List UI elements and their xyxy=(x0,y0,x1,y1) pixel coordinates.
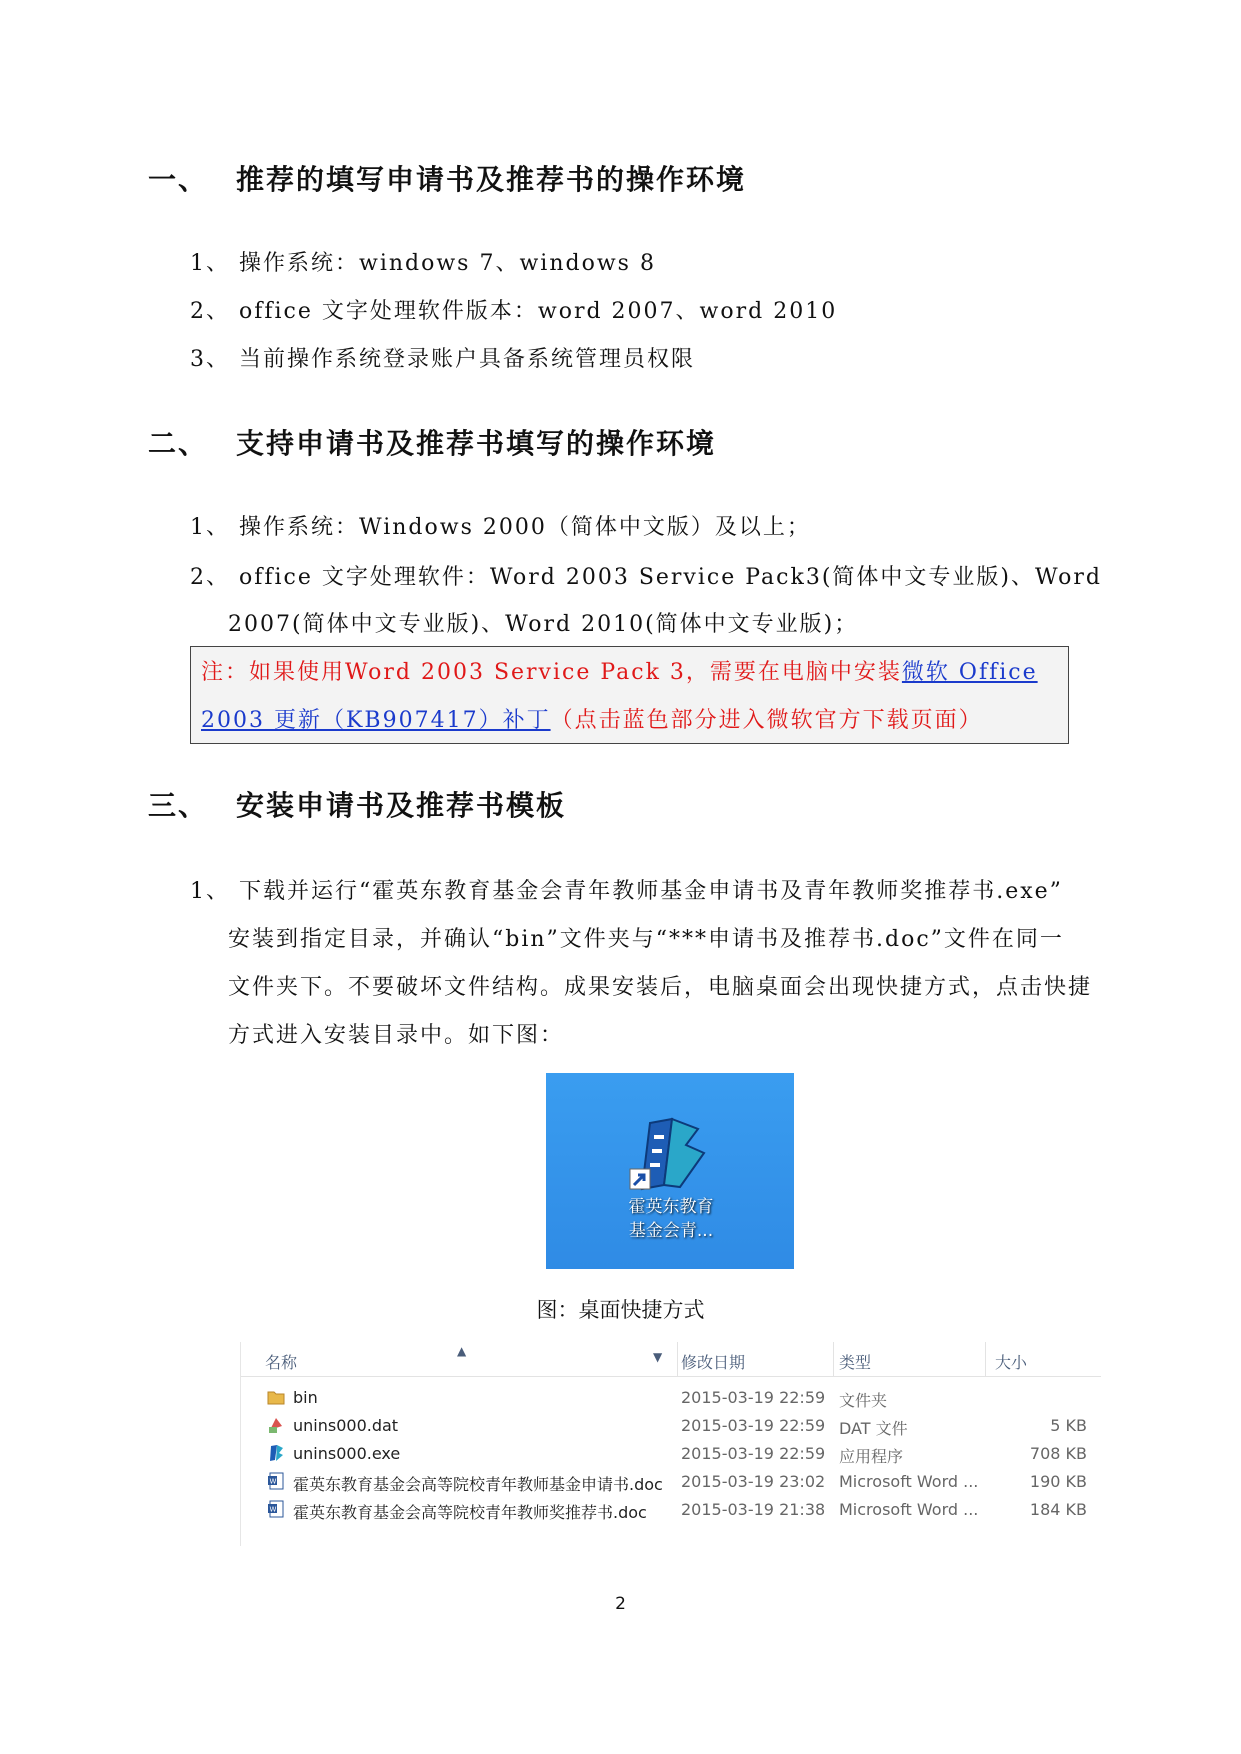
kb907417-link-part2[interactable]: 2003 更新（KB907417）补丁 xyxy=(201,708,551,733)
file-row-unins-dat[interactable] xyxy=(241,1412,1101,1440)
section2-number: 二、 xyxy=(148,427,209,460)
file-name: unins000.exe xyxy=(293,1444,401,1463)
file-date: 2015-03-19 23:02 xyxy=(681,1472,826,1491)
file-type: Microsoft Word ... xyxy=(839,1472,979,1491)
section2-item-2-line2: 2007(简体中文专业版)、Word 2010(简体中文专业版)； xyxy=(228,612,859,637)
exe-file-icon xyxy=(267,1444,285,1462)
column-header-row xyxy=(241,1342,1101,1377)
dat-file-icon xyxy=(267,1416,285,1434)
chevron-down-icon[interactable]: ▼ xyxy=(653,1350,663,1364)
section1-item-2: 2、 office 文字处理软件版本：word 2007、word 2010 xyxy=(190,299,838,324)
file-type: 文件夹 xyxy=(839,1391,888,1410)
section3-para-line1: 1、 下载并运行“霍英东教育基金会青年教师基金申请书及青年教师奖推荐书.exe” xyxy=(190,879,1063,904)
section3-para-line3: 文件夹下。不要破坏文件结构。成果安装后，电脑桌面会出现快捷方式，点击快捷 xyxy=(228,975,1093,1000)
column-divider xyxy=(677,1342,678,1376)
file-type: DAT 文件 xyxy=(839,1419,908,1438)
file-size: 190 KB xyxy=(1029,1472,1087,1491)
shortcut-app-icon[interactable] xyxy=(628,1115,714,1195)
svg-text:W: W xyxy=(269,1477,277,1486)
section1-item-1: 1、 操作系统：windows 7、windows 8 xyxy=(190,251,656,276)
shortcut-label-line2: 基金会青... xyxy=(628,1221,714,1241)
column-size-header[interactable]: 大小 xyxy=(995,1353,1028,1372)
desktop-screenshot xyxy=(546,1073,794,1269)
note-line2 xyxy=(201,703,983,734)
file-date: 2015-03-19 22:59 xyxy=(681,1444,826,1463)
word-doc-icon xyxy=(267,1500,285,1518)
file-name: 霍英东教育基金会高等院校青年教师基金申请书.doc xyxy=(293,1475,663,1494)
section2-item-1: 1、 操作系统：Windows 2000（简体中文版）及以上； xyxy=(190,515,811,540)
shortcut-label xyxy=(586,1195,756,1243)
file-type: Microsoft Word ... xyxy=(839,1500,979,1519)
file-size: 184 KB xyxy=(1029,1500,1087,1519)
kb907417-link-part1[interactable]: 微软 Office xyxy=(901,660,1038,685)
note-text: 注：如果使用Word 2003 Service Pack 3，需要在电脑中安装 xyxy=(201,660,902,685)
section1-title: 推荐的填写申请书及推荐书的操作环境 xyxy=(236,163,747,196)
section1-heading xyxy=(148,158,746,198)
column-date-header[interactable]: 修改日期 xyxy=(681,1353,746,1372)
note-hint-text: （点击蓝色部分进入微软官方下载页面） xyxy=(550,708,983,733)
column-divider xyxy=(833,1342,834,1376)
sort-up-icon: ▲ xyxy=(457,1344,467,1358)
file-size: 708 KB xyxy=(1029,1444,1087,1463)
file-row-unins-exe[interactable] xyxy=(241,1440,1101,1468)
file-date: 2015-03-19 22:59 xyxy=(681,1416,826,1435)
section3-number: 三、 xyxy=(148,789,209,822)
page-number: 2 xyxy=(615,1594,626,1614)
file-explorer-list xyxy=(240,1342,1101,1546)
figure-caption: 图：桌面快捷方式 xyxy=(536,1298,705,1322)
file-name: unins000.dat xyxy=(293,1416,399,1435)
section3-title: 安装申请书及推荐书模板 xyxy=(236,789,567,822)
file-row-bin[interactable] xyxy=(241,1384,1101,1412)
file-row-recommendation-doc[interactable] xyxy=(241,1496,1101,1524)
file-name: 霍英东教育基金会高等院校青年教师奖推荐书.doc xyxy=(293,1503,647,1522)
column-name-header[interactable]: 名称 xyxy=(265,1353,298,1372)
section1-number: 一、 xyxy=(148,163,209,196)
section2-title: 支持申请书及推荐书填写的操作环境 xyxy=(236,427,717,460)
section2-item-2-line1: 2、 office 文字处理软件：Word 2003 Service Pack3(简体中文专业版)、Word xyxy=(190,565,1102,590)
file-type: 应用程序 xyxy=(839,1447,904,1466)
section3-para-line2: 安装到指定目录，并确认“bin”文件夹与“***申请书及推荐书.doc”文件在同一 xyxy=(228,927,1064,952)
column-divider xyxy=(985,1342,986,1376)
word-doc-icon xyxy=(267,1472,285,1490)
section3-heading xyxy=(148,784,566,824)
file-date: 2015-03-19 22:59 xyxy=(681,1388,826,1407)
section2-heading xyxy=(148,422,716,462)
note-box xyxy=(190,646,1069,744)
file-date: 2015-03-19 21:38 xyxy=(681,1500,826,1519)
shortcut-label-line1: 霍英东教育 xyxy=(628,1197,714,1217)
column-type-header[interactable]: 类型 xyxy=(839,1353,872,1372)
note-line1 xyxy=(201,655,1038,686)
section3-para-line4: 方式进入安装目录中。如下图： xyxy=(228,1023,565,1048)
file-row-application-doc[interactable] xyxy=(241,1468,1101,1496)
folder-icon xyxy=(267,1388,285,1406)
section1-item-3: 3、 当前操作系统登录账户具备系统管理员权限 xyxy=(190,347,695,372)
svg-text:W: W xyxy=(269,1505,277,1514)
file-size: 5 KB xyxy=(1050,1416,1087,1435)
file-name: bin xyxy=(293,1388,318,1407)
